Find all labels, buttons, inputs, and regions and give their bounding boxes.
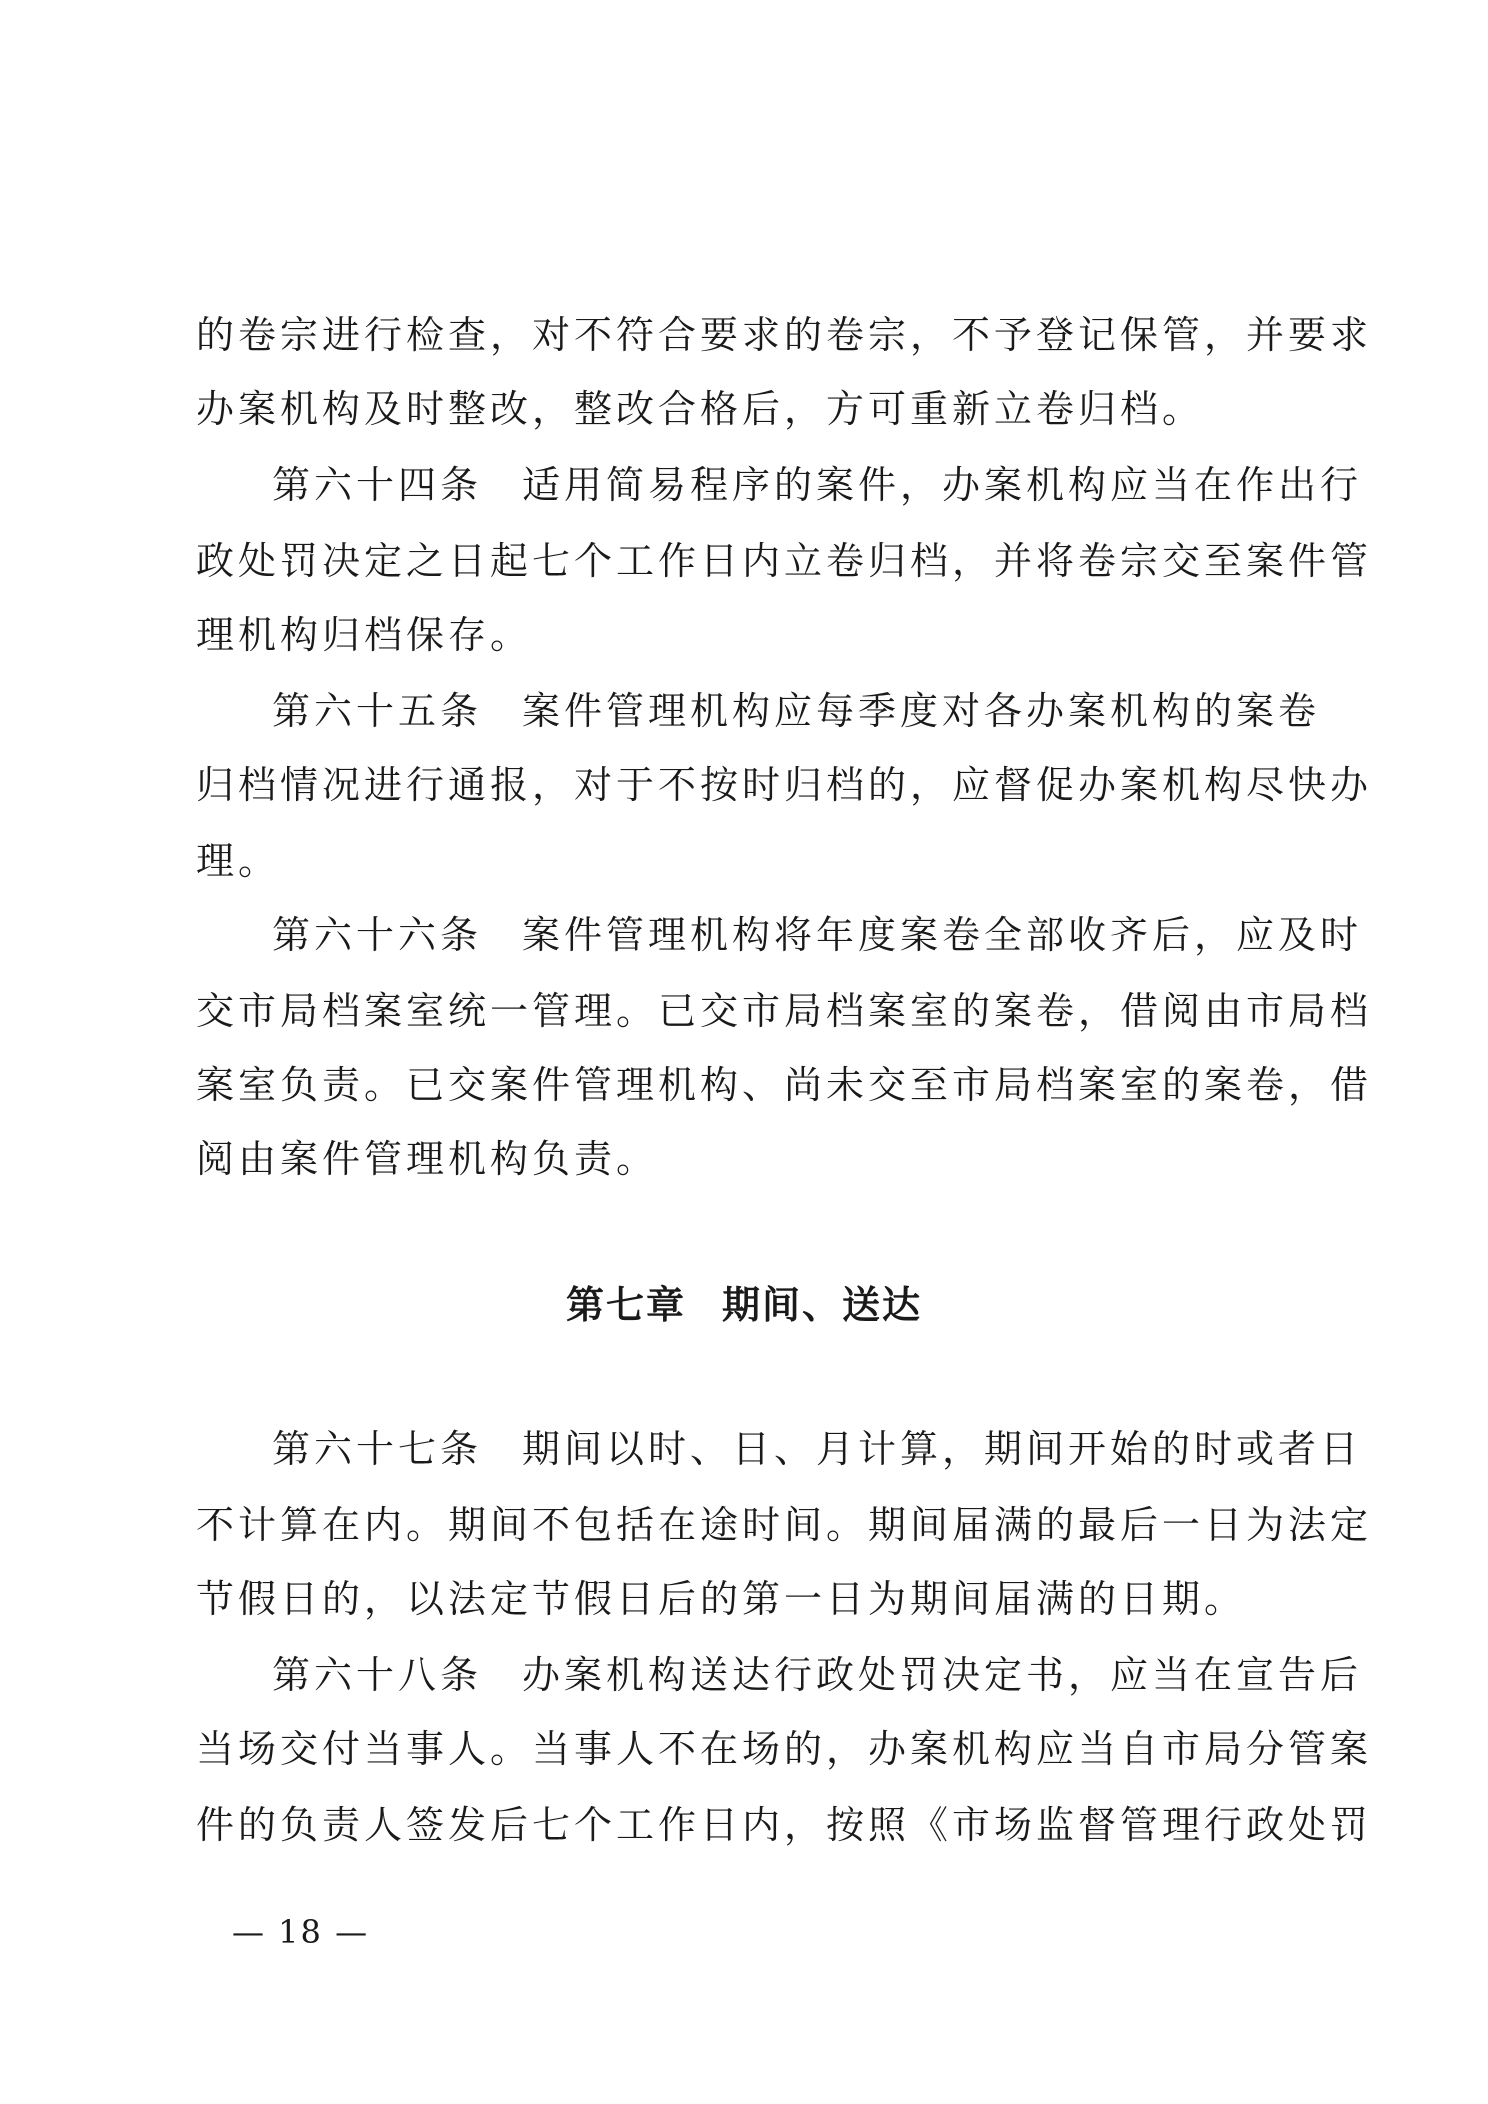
chapter-heading (0, 1280, 1488, 1330)
article-text: 案件管理机构将年度案卷全部收齐后，应及时 (522, 913, 1363, 957)
text-line: 阅由案件管理机构负责。 (196, 1137, 659, 1181)
article-64-line-1 (272, 460, 1363, 510)
article-number: 第六十四条 (272, 463, 483, 507)
text-line: 不计算在内。期间不包括在途时间。期间届满的最后一日为法定 (196, 1503, 1373, 1547)
text-line: 当场交付当事人。当事人不在场的，办案机构应当自市局分管案 (196, 1727, 1373, 1771)
text-line: 理。 (196, 839, 281, 883)
article-66-line-1 (272, 910, 1363, 960)
article-number: 第六十八条 (272, 1653, 483, 1697)
chapter-title: 期间、送达 (722, 1283, 923, 1327)
article-65-line-1 (272, 686, 1321, 736)
text-line: 的卷宗进行检查，对不符合要求的卷宗，不予登记保管，并要求 (196, 313, 1373, 357)
article-68-line-1 (272, 1650, 1363, 1700)
text-line: 理机构归档保存。 (196, 613, 533, 657)
article-number: 第六十七条 (272, 1427, 483, 1471)
article-text: 案件管理机构应每季度对各办案机构的案卷 (522, 689, 1321, 733)
article-67-line-1 (272, 1424, 1363, 1474)
text-line: 政处罚决定之日起七个工作日内立卷归档，并将卷宗交至案件管 (196, 539, 1373, 583)
text-line: 归档情况进行通报，对于不按时归档的，应督促办案机构尽快办 (196, 763, 1373, 807)
article-text: 适用简易程序的案件，办案机构应当在作出行 (522, 463, 1363, 507)
page-number: — 18 — (232, 1913, 370, 1951)
text-line: 件的负责人签发后七个工作日内，按照《市场监督管理行政处罚 (196, 1803, 1373, 1847)
text-line: 节假日的，以法定节假日后的第一日为期间届满的日期。 (196, 1577, 1247, 1621)
article-number: 第六十六条 (272, 913, 483, 957)
text-line: 交市局档案室统一管理。已交市局档案室的案卷，借阅由市局档 (196, 989, 1373, 1033)
article-text: 期间以时、日、月计算，期间开始的时或者日 (522, 1427, 1363, 1471)
text-line: 办案机构及时整改，整改合格后，方可重新立卷归档。 (196, 387, 1205, 431)
article-number: 第六十五条 (272, 689, 483, 733)
text-line: 案室负责。已交案件管理机构、尚未交至市局档案室的案卷，借 (196, 1063, 1373, 1107)
chapter-number: 第七章 (565, 1283, 686, 1327)
article-text: 办案机构送达行政处罚决定书，应当在宣告后 (522, 1653, 1363, 1697)
